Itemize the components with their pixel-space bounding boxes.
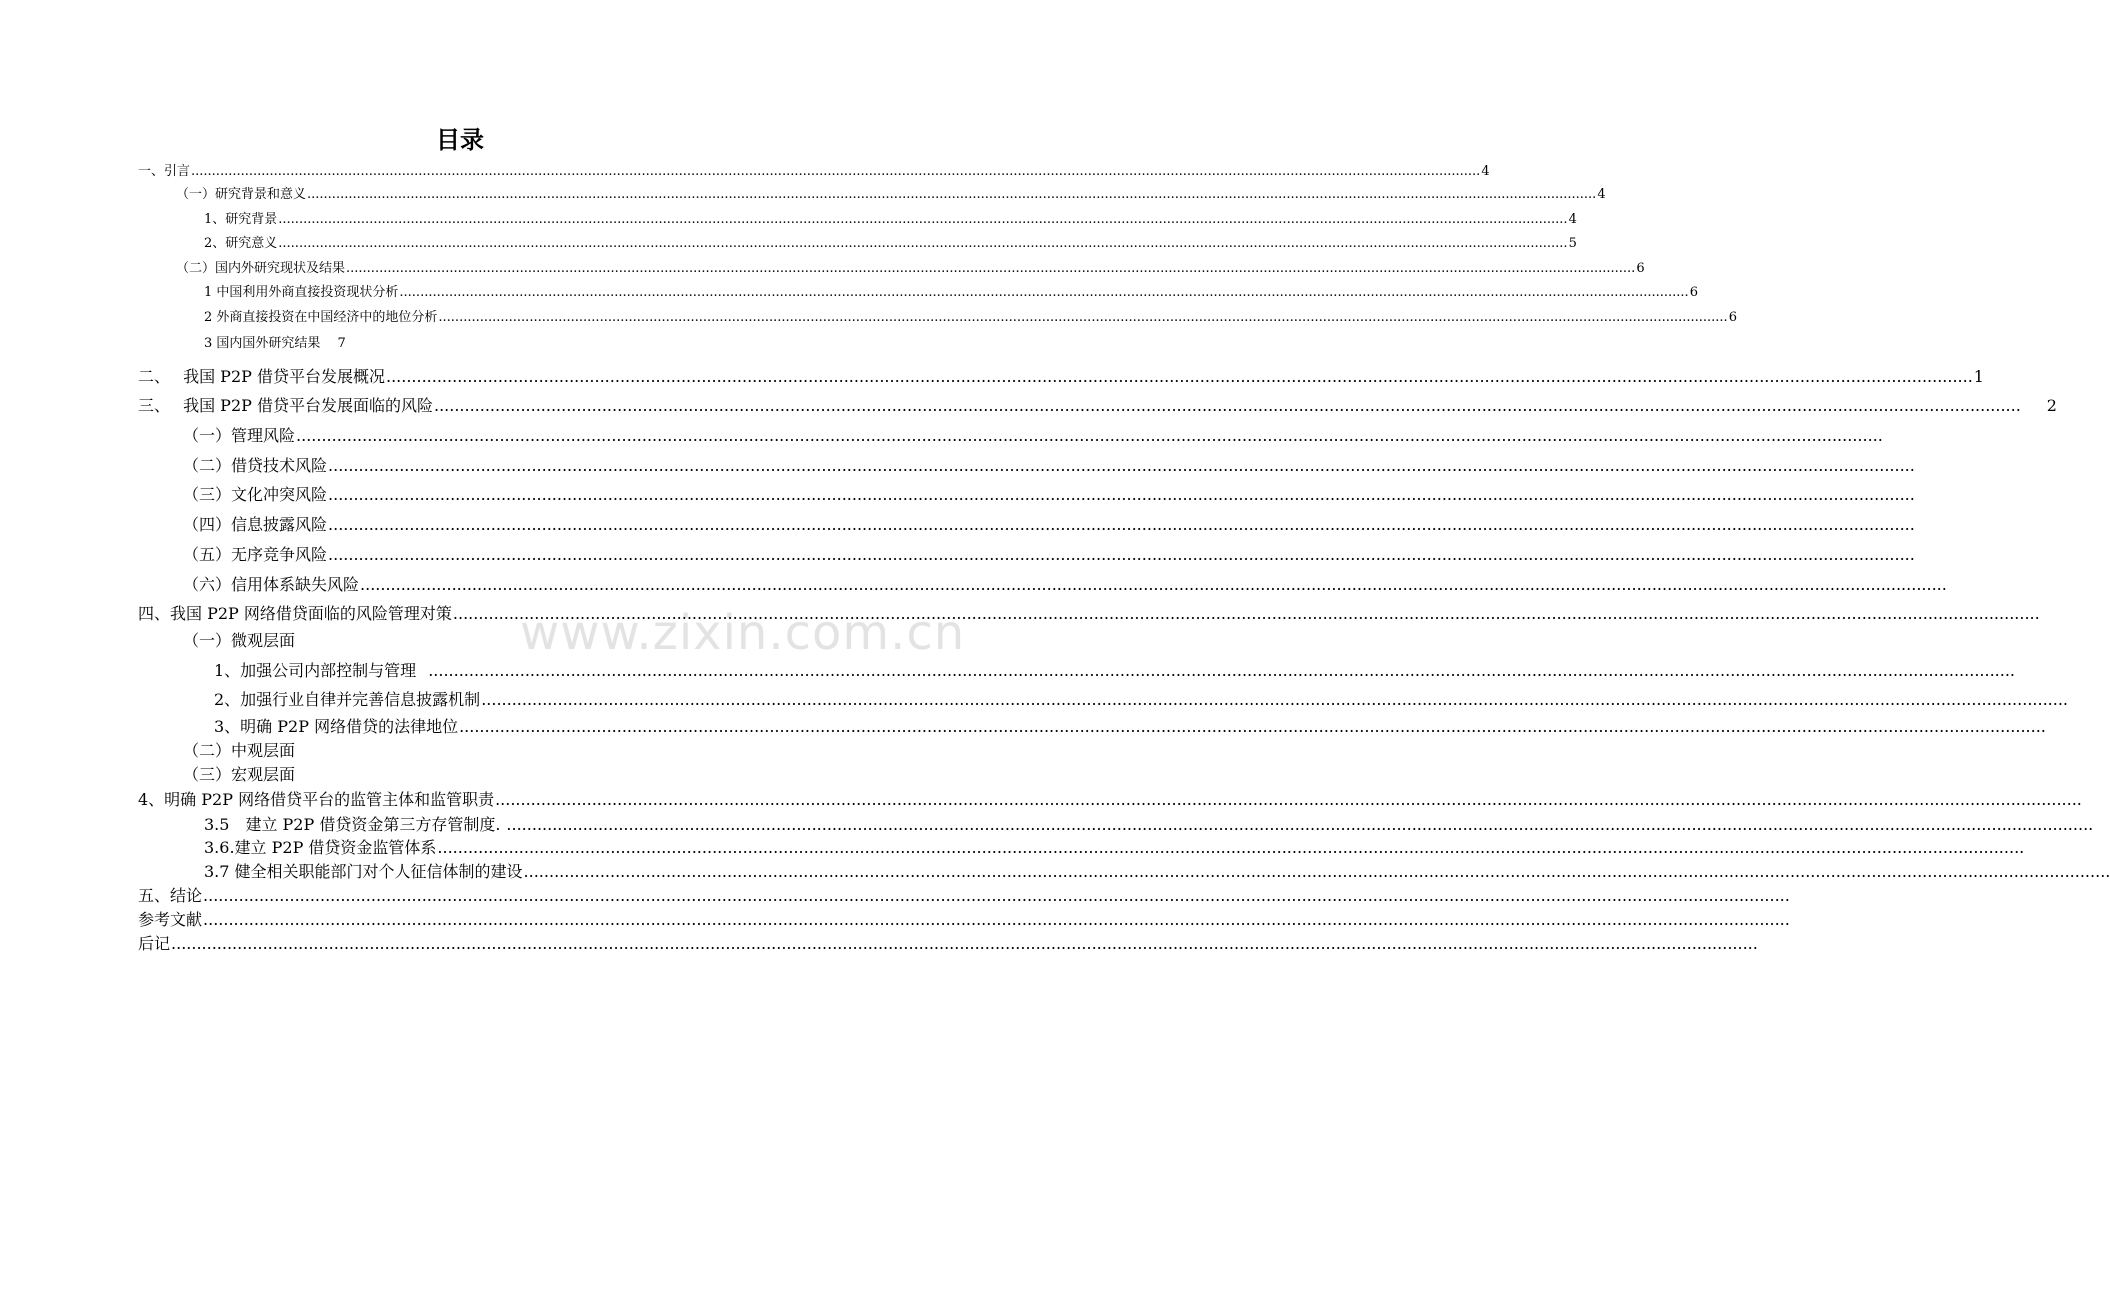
toc-entry-management-risk[interactable]: （一）管理风险 ..... (183, 426, 756, 445)
toc-entry-meso[interactable]: （二）中观层面 (183, 741, 296, 760)
toc-entry-disclosure-risk[interactable]: （四）信息披露风险 ..... (183, 515, 756, 534)
toc-entry-fdi-status[interactable]: 1 中国利用外商直接投资现状分析 ..... 6 (204, 285, 780, 301)
toc-entry-supervision-system[interactable]: 3.6.建立 P2P 借贷资金监管体系 ..... (204, 838, 756, 857)
toc-entry-significance[interactable]: 2、研究意义 ..... 5 (204, 236, 780, 252)
toc-entry-research-results[interactable]: 3 国内国外研究结果 7 (204, 336, 346, 351)
toc-entry-postscript[interactable]: 后记 ..... (138, 934, 761, 953)
toc-entry-credit-risk[interactable]: （六）信用体系缺失风险 ..... (183, 575, 751, 594)
toc-entry-p2p-risks[interactable]: 三、 我国 P2P 借贷平台发展面临的风险 ..... 2 (138, 396, 786, 415)
toc-entry-micro[interactable]: （一）微观层面 (183, 631, 296, 650)
toc-entry-tech-risk[interactable]: （二）借贷技术风险 ..... (183, 456, 756, 475)
toc-entry-internal-control[interactable]: 1、加强公司内部控制与管理 ..... (214, 661, 754, 680)
toc-title: 目录 (436, 126, 484, 154)
toc-entry-conclusion[interactable]: 五、结论 ..... (138, 886, 734, 905)
toc-entry-fdi-position[interactable]: 2 外商直接投资在中国经济中的地位分析 ..... 6 (204, 310, 780, 326)
toc-entry-research-status[interactable]: （二）国内外研究现状及结果 ..... 6 (176, 261, 780, 277)
watermark: www.zixin.com.cn (520, 605, 966, 661)
toc-entry-legal-status[interactable]: 3、明确 P2P 网络借贷的法律地位 ..... (214, 717, 752, 736)
toc-entry-regulator[interactable]: 4、明确 P2P 网络借贷平台的监管主体和监管职责 ..... (138, 790, 684, 809)
toc-entry-credit-investigation[interactable]: 3.7 健全相关职能部门对个人征信体制的建设 ..... (204, 862, 736, 881)
toc-entry-self-discipline[interactable]: 2、加强行业自律并完善信息披露机制 ..... (214, 690, 752, 709)
toc-entry-references[interactable]: 参考文献 ..... (138, 910, 761, 929)
toc-entry-background[interactable]: 1、研究背景 ..... 4 (204, 212, 780, 228)
toc-entry-macro[interactable]: （三）宏观层面 (183, 765, 296, 784)
toc-entry-custody[interactable]: 3.5 建立 P2P 借贷资金第三方存管制度. ..... (204, 815, 756, 834)
toc-entry-p2p-overview[interactable]: 二、 我国 P2P 借贷平台发展概况 ..... 1 (138, 367, 767, 386)
toc-entry-competition-risk[interactable]: （五）无序竞争风险 ..... (183, 545, 756, 564)
toc-entry-culture-risk[interactable]: （三）文化冲突风险 ..... (183, 485, 756, 504)
toc-entry-background-significance[interactable]: （一）研究背景和意义 ..... 4 (176, 187, 780, 203)
toc-entry-intro[interactable]: 一、引言 ..... 4 (138, 164, 780, 180)
toc-entry-countermeasures[interactable]: 四、我国 P2P 网络借贷面临的风险管理对策 ..... (138, 604, 765, 623)
